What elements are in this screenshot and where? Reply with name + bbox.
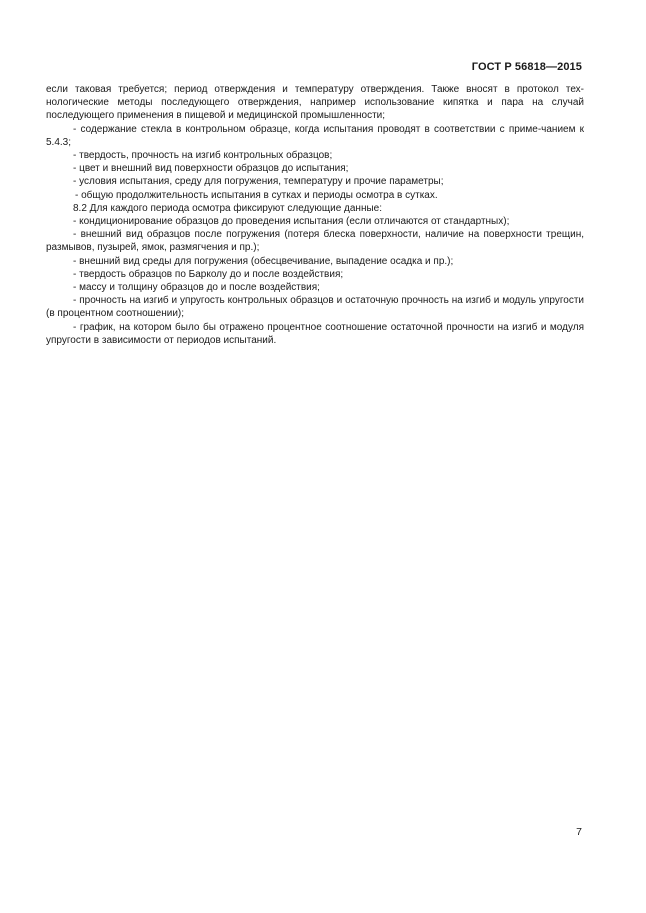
clause-8-2: 8.2 Для каждого периода осмотра фиксируют следующие данные: <box>73 202 382 214</box>
list-item-conditioning: - кондиционирование образцов до проведения испытания (если отличаются от стандартных); <box>73 216 510 228</box>
list-item-medium-appearance: - внешний вид среды для погружения (обесцвечивание, выпадение осадка и пр.); <box>73 255 454 267</box>
list-item-barcol-hardness: - твердость образцов по Барколу до и после воздействия; <box>73 268 344 280</box>
list-item-glass-content: - содержание стекла в контрольном образце, когда испытания проводят в соответствии с приме-чанием к 5.4.3; <box>46 123 584 148</box>
list-item-color-appearance: - цвет и внешний вид поверхности образцов до испытания; <box>73 163 349 175</box>
list-item-mass-thickness: - массу и толщину образцов до и после воздействия; <box>73 282 320 294</box>
list-item-hardness-strength: - твердость, прочность на изгиб контрольных образцов; <box>73 150 333 162</box>
list-item-test-conditions: - условия испытания, среду для погружения, температуру и прочие параметры; <box>73 176 444 188</box>
list-item-specimen-appearance: - внешний вид образцов после погружения (потеря блеска поверхности, наличие на поверхности трещин, размывов, пузырей, ямок, размягчения и пр.); <box>46 229 584 254</box>
list-item-graph: - график, на котором было бы отражено процентное соотношение остаточной прочности на изгиб и модуля упругости в зависимости от периодов испытаний. <box>46 321 584 346</box>
list-item-test-duration: - общую продолжительность испытания в сутках и периоды осмотра в сутках. <box>75 189 438 201</box>
paragraph-continuation: если таковая требуется; период отверждения и температуру отверждения. Также вносят в протокол тех-нологические методы последующего отверждения, например использование кипятка и пара на случай последующего применения в пищевой и медицинской промышленности; <box>46 84 584 122</box>
document-code-header: ГОСТ Р 56818—2015 <box>471 61 582 73</box>
document-body <box>46 83 584 347</box>
list-item-flexural-strength: - прочность на изгиб и упругость контрольных образцов и остаточную прочность на изгиб и модуль упругости (в процентном соотношении); <box>46 295 584 320</box>
page-number: 7 <box>576 826 582 838</box>
